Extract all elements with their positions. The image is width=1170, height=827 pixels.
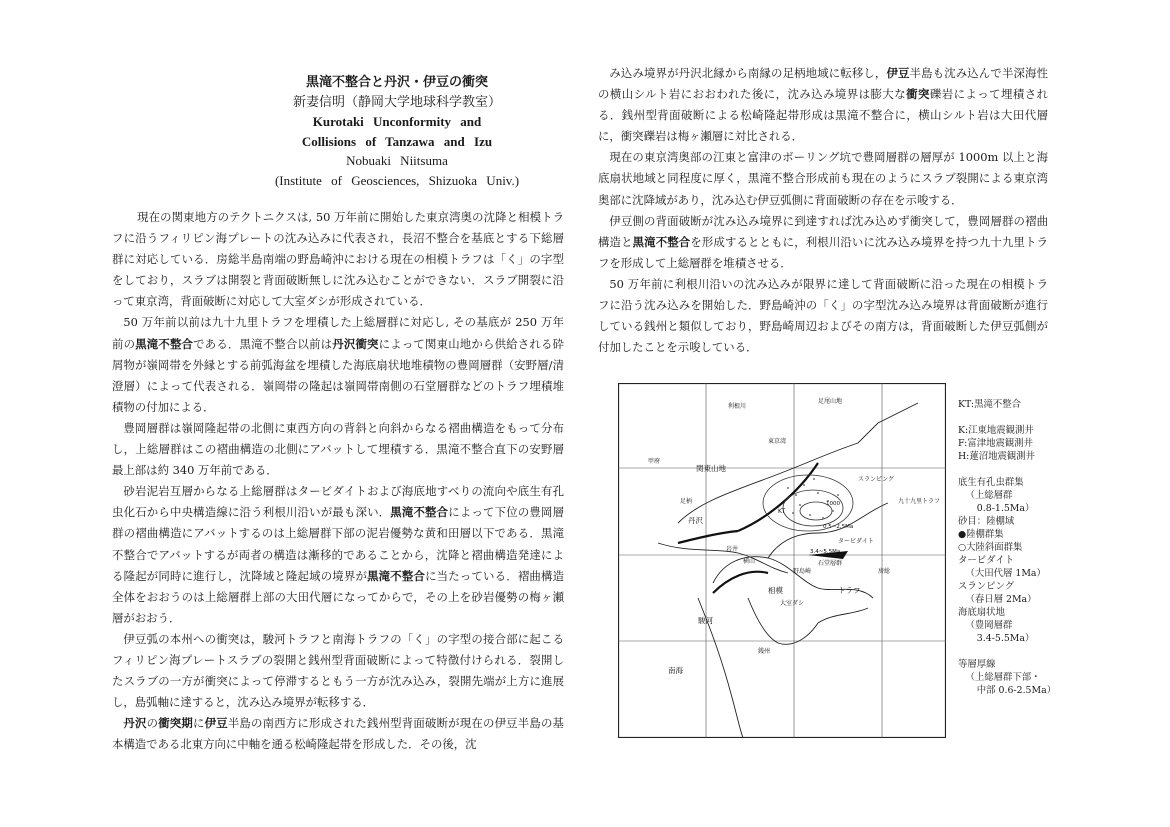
bold-term: 丹沢 (123, 716, 147, 731)
map-label-range2: 3.4~5.5Ma (810, 549, 841, 555)
bold-term: 伊豆 (204, 716, 228, 731)
legend-line: ○大陸斜面群集 (958, 542, 1023, 553)
bold-term: 黒滝不整合 (367, 568, 426, 583)
map-label-1000: 1000 (826, 501, 840, 507)
text-run: み込み境界が丹沢北縁から南縁の足柄地域に転移し， (609, 66, 887, 80)
right-column-text (598, 63, 1048, 358)
map-label-tanzawa: 丹沢 (688, 516, 703, 525)
legend-line: （豊岡層群 (965, 620, 1013, 631)
text-run: 半島も沈み込んで半深海性の横山シルト岩におおわれた後に，沈み込み境界は膨大な (598, 66, 1048, 102)
map-label-ishido: 石堂層群 (818, 560, 843, 567)
bold-term: 黒滝不整合 (632, 234, 691, 249)
legend-line: 海底扇状地 (958, 607, 1005, 618)
text-run: 50 万年前に利根川沿いの沈み込みが限界に達して背面破断に沿った現在の相模トラフに沿う沈み込みを開始した．野島崎沖の「く」の字型沈み込み境界は背面破断が進行している銭州と類似しており，野島崎周辺およびその南方は，背面破断した伊豆弧側が付加したことを示唆している． (598, 276, 1048, 355)
paragraph (598, 274, 1048, 358)
text-run: を形成するとともに，利根川沿いに沈み込み境界を持つ九十九里トラフを形成して上総層群を堆積させる． (598, 234, 1048, 270)
map-legend (958, 398, 1058, 697)
map-label-kt: KT (778, 508, 786, 515)
map-label-nojima: 野島崎 (793, 568, 812, 575)
title-en-line1: Kurotaki Unconformity and (312, 114, 482, 129)
legend-line: タービダイト (958, 555, 1015, 566)
map-label-yokoyama: 横山 (743, 558, 756, 565)
left-column-text (112, 207, 564, 755)
text-run: 礫岩によって埋積される．銭州型背面破断による松崎隆起帯形成は黒滝不整合に，横山シルト岩は大田代層に，衝突礫岩は梅ヶ瀬層に対比される． (598, 87, 1048, 144)
text-run: 伊豆側の背面破断が沈み込み境界に到達すれば沈み込めず衝突して，豊岡層群の褶曲構造と (598, 213, 1048, 249)
legend-gap (958, 411, 1058, 424)
geologic-map (618, 383, 946, 738)
bold-term: 丹沢衝突 (332, 336, 379, 351)
legend-line: 3.4-5.5Ma） (976, 633, 1035, 644)
legend-line: ●陸棚群集 (958, 529, 1004, 540)
paragraph (112, 207, 564, 312)
text-run: 半島の南西方に形成された銭州型背面破断が現在の伊豆半島の基本構造である北東方向に中軸を通る松崎隆起帯を形成した．その後，沈 (112, 716, 564, 752)
bold-term: 伊豆 (886, 66, 910, 80)
map-label-ashigara: 足柄 (680, 498, 693, 505)
legend-line: F:富津地震観測井 (958, 438, 1033, 449)
paragraph (112, 713, 564, 755)
paragraph (598, 147, 1048, 210)
text-run: に当たっている．褶曲構造全体をおおうのは上総層群上部の大田代層になってからで，その上を砂岩優勢の梅ヶ瀬層がおおう． (112, 568, 564, 625)
legend-line: （大田代層 1Ma） (965, 568, 1046, 579)
legend-gap (958, 463, 1058, 476)
text-run: 豊岡層群は嶺岡隆起帯の北側に東西方向の背斜と向斜からなる褶曲構造をもって分布し，上総層群はこの褶曲構造の北側にアバットして埋積する．黒滝不整合直下の安野層最上部は約 340 万年前である． (112, 420, 564, 478)
text-run: によって下位の豊岡層群の褶曲構造にアバットするのは上総層群下部の泥岩優勢な黄和田層以下である．黒滝不整合でアバットするが両者の構造は漸移的であることから，沈降と褶曲構造発達による隆起が同時に進行し，沈降域と隆起域の境界が (112, 505, 564, 583)
map-label-slumping: スランピング (858, 476, 894, 483)
legend-line: 等層厚線 (958, 659, 996, 670)
legend-line: 中部 0.6-2.5Ma） (976, 685, 1057, 696)
paragraph (598, 211, 1048, 274)
map-label-iwaizumi: 岩井 (726, 546, 739, 553)
map-label-boso: 房総 (878, 568, 891, 575)
text-run: 伊豆弧の本州への衝突は，駿河トラフと南海トラフの「く」の字型の接合部に起こるフィリピン海プレートスラブの裂開と銭州型背面破断によって特徴付けられる．裂開したスラブの一方が衝突によって停滞するともう一方が沈み込み，裂開先端が上方に進展し，島弧軸に達すると，沈み込み境界が転移する． (112, 631, 564, 710)
map-label-kofu: 甲府 (648, 458, 661, 465)
legend-line: （上総層群下部・ (965, 672, 1041, 683)
legend-line: KT:黒滝不整合 (958, 399, 1021, 410)
text-run: に (193, 716, 205, 731)
map-label-kujukuri: 九十九里トラフ (898, 498, 941, 505)
legend-line: 底生有孔虫群集 (958, 477, 1024, 488)
map-label-nankai: 南海 (668, 666, 683, 675)
paragraph (598, 63, 1048, 147)
text-run: 現在の関東地方のテクトニクスは, 50 万年前に開始した東京湾奥の沈降と相模トラフに沿うフィリピン海プレートの沈み込みに代表され，長沼不整合を基底とする下総層群に対応している．房総半島南端の野島崎沖における現在の相模トラフは「く」の字型をしており，スラブは開裂と背面破断無しに沈み込むことができない．スラブ開裂に沿って東京湾，背面破断に対応して大室ダシが形成されている． (112, 210, 564, 309)
title-block (112, 73, 682, 190)
map-frame (619, 384, 946, 738)
author-jp: 新妻信明（静岡大学地球科学教室） (292, 94, 501, 110)
legend-gap (958, 645, 1058, 658)
affiliation-en: (Institute of Geosciences, Shizuoka Univ.) (274, 172, 520, 188)
map-label-range1: 0.5~2.5Ma (823, 524, 854, 530)
map-label-kanto: 関東山地 (696, 464, 726, 473)
bold-term: 黒滝不整合 (390, 505, 449, 520)
legend-line: K:江東地震観測井 (958, 425, 1034, 436)
text-run: である．黒滝不整合以前は (193, 336, 333, 351)
paragraph (112, 629, 564, 713)
map-label-suruga: 駿河 (698, 616, 713, 625)
text-run: の (146, 716, 159, 731)
legend-line: H:蓮沼地震観測井 (958, 451, 1035, 462)
map-label-sagami-trough: トラフ (838, 586, 861, 595)
map-label-zenisu: 銭州 (758, 648, 771, 655)
title-jp: 黒滝不整合と丹沢・伊豆の衝突 (305, 75, 488, 90)
map-label-omuro: 大室ダシ (780, 600, 805, 607)
legend-line: 0.8-1.5Ma） (976, 503, 1035, 514)
paragraph (112, 418, 564, 481)
map-label-tone: 利根川 (728, 403, 747, 410)
legend-line: 砂目：陸棚域 (958, 516, 1015, 527)
author-en: Nobuaki Niitsuma (346, 153, 448, 168)
paragraph (112, 312, 564, 417)
legend-line: （春日層 2Ma） (965, 594, 1037, 605)
paragraph (112, 481, 564, 629)
title-en-line2: Collisions of Tanzawa and Izu (301, 133, 493, 149)
bold-term: 衝突 (906, 87, 930, 102)
map-label-tokyo: 東京湾 (768, 438, 787, 445)
bold-term: 黒滝不整合 (135, 336, 194, 351)
text-run: 砂岩泥岩互層からなる上総層群はタービダイトおよび海底地すべりの流向や底生有孔虫化石から中央構造線に沿う利根川沿いが最も深い． (112, 484, 564, 520)
map-label-turbidite: タービダイト (838, 538, 874, 545)
text-run: 現在の東京湾奥部の江東と富津のボーリング坑で豊岡層群の層厚が 1000m 以上と海底扇状地域と同程度に厚く，黒滝不整合形成前も現在のようにスラブ裂開による東京湾奥部に沈降域があり，沈み込む伊豆弧側に背面破断の存在を示唆する． (598, 150, 1048, 207)
text-run: によって関東山地から供給される砕屑物が嶺岡帯を外縁とする前弧海盆を埋積した海底扇状地堆積物の豊岡層群（安野層/清澄層）によって代表される．嶺岡帯の隆起は嶺岡帯南側の石堂層群などのトラフ埋積堆積物の付加による． (112, 336, 564, 414)
map-label-sagami: 相模 (768, 586, 783, 595)
legend-line: スランピング (958, 581, 1015, 592)
legend-line: （上総層群 (965, 490, 1013, 501)
map-label-mts: 足尾山地 (818, 398, 843, 405)
text-run: 50 万年前以前は九十九里トラフを埋積した上総層群に対応し, その基底が 250 万年前の (112, 315, 564, 351)
bold-term: 衝突期 (158, 716, 193, 731)
